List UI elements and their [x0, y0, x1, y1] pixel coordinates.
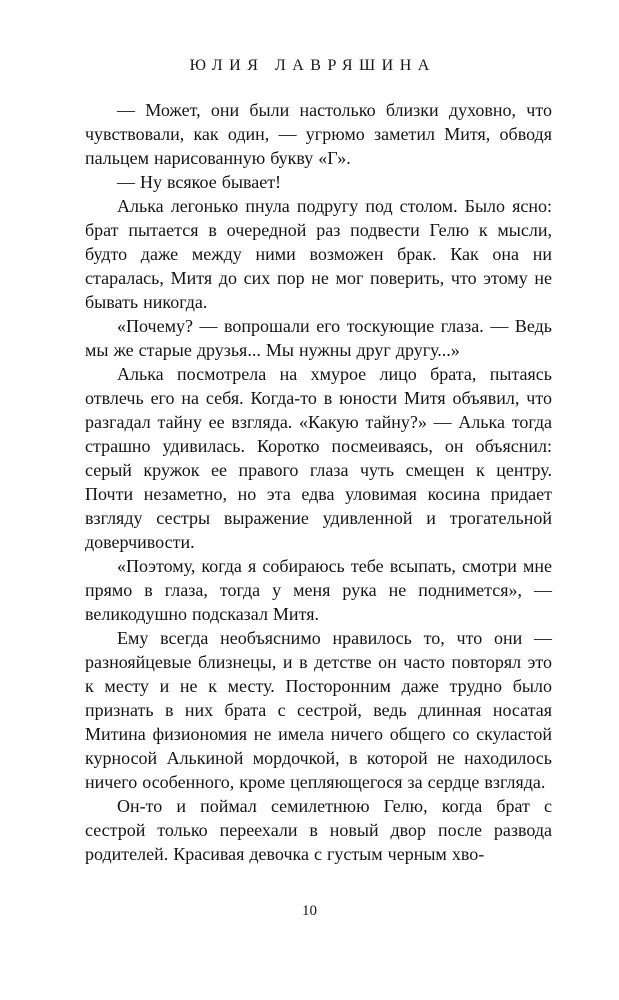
paragraph: Он-то и поймал семилетнюю Гелю, когда брат с сестрой только переехали в новый двор после развода родителей. Красивая девочка с густым черным хво- [85, 796, 552, 864]
paragraph: Ему всегда необъяснимо нравилось то, что они — разнояйцевые близнецы, и в детстве он часто повторял это к месту и не к месту. Посторонним даже трудно было признать в них брата с сестрой, ведь длинная носатая Митина физиономия не имела ничего общего со скуластой курносой Алькиной мордочкой, в которой не находилось ничего особенного, кроме цепляющегося за сердце взгляда. [85, 628, 552, 792]
paragraph: Алька посмотрела на хмурое лицо брата, пытаясь отвлечь его на себя. Когда-то в юности Митя объявил, что разгадал тайну ее взгляда. «Какую тайну?» — Алька тогда страшно удивилась. Коротко посмеиваясь, он объяснил: серый кружок ее правого глаза чуть смещен к центру. Почти незаметно, но эта едва уловимая косина придает взгляду сестры выражение удивленной и трогательной доверчивости. [85, 364, 552, 552]
paragraph: — Может, они были настолько близки духовно, что чувствовали, как один, — угрюмо заметил Митя, обводя пальцем нарисованную букву «Г». [85, 100, 552, 168]
paragraph: Алька легонько пнула подругу под столом. Было ясно: брат пытается в очередной раз подвести Гелю к мысли, будто даже между ними возможен брак. Как она ни старалась, Митя до сих пор не мог поверить, что этому не бывать никогда. [85, 196, 552, 312]
running-head-author: ЮЛИЯ ЛАВРЯШИНА [189, 57, 436, 74]
text-block [85, 98, 552, 866]
paragraph: «Почему? — вопрошали его тоскующие глаза. — Ведь мы же старые друзья... Мы нужны друг другу...» [85, 316, 552, 360]
paragraph: «Поэтому, когда я собираюсь тебе всыпать, смотри мне прямо в глаза, тогда у меня рука не поднимется», — великодушно подсказал Митя. [85, 556, 552, 624]
page-number: 10 [302, 903, 317, 919]
paragraph: — Ну всякое бывает! [117, 172, 282, 192]
